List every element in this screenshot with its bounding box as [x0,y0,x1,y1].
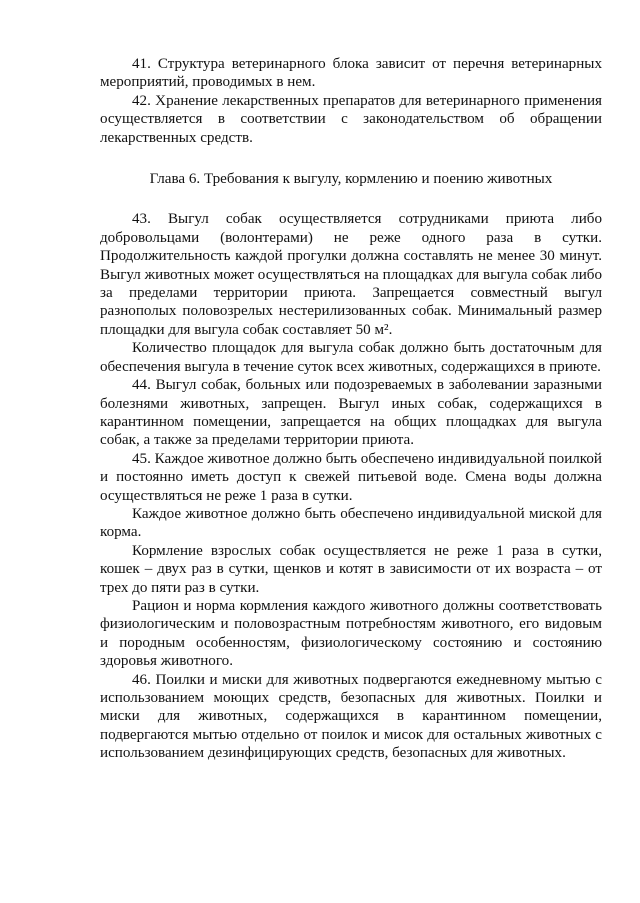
paragraph-42: 42. Хранение лекарственных препаратов для ветеринарного применения осуществляется в соответствии с законодательством об обращении лекарственных средств. [100,92,602,146]
paragraph-43-continued: Количество площадок для выгула собак должно быть достаточным для обеспечения выгула в течение суток всех животных, содержащихся в приюте. [100,340,602,375]
paragraph-41: 41. Структура ветеринарного блока зависит от перечня ветеринарных мероприятий, проводимых в нем. [100,56,602,91]
paragraph-46: 46. Поилки и миски для животных подвергаются ежедневному мытью с использованием моющих средств, безопасных для животных. Поилки и миски для животных, содержащихся в карантинном помещении, подвергаются мытью отдельно от поилок и мисок для остальных животных с использованием дезинфицирующих средств, безопасных для животных. [100,671,602,762]
document-page [100,55,602,763]
paragraph-45-bowl: Каждое животное должно быть обеспечено индивидуальной миской для корма. [100,505,602,541]
paragraph-45-diet: Рацион и норма кормления каждого животного должны соответствовать физиологическим и половозрастным потребностям животного, его видовым и породным особенностям, физиологическому состоянию и состоянию здоровья животного. [100,597,602,670]
chapter-heading: Глава 6. Требования к выгулу, кормлению и поению животных [149,171,553,188]
paragraph-45: 45. Каждое животное должно быть обеспечено индивидуальной поилкой и постоянно иметь доступ к свежей питьевой воде. Смена воды должна осуществляться не реже 1 раза в сутки. [100,450,602,504]
paragraph-43-end: . [388,321,393,338]
paragraph-44: 44. Выгул собак, больных или подозреваемых в заболевании заразными болезнями животных, запрещен. Выгул иных собак, содержащихся в карантинном помещении, запрещается на общих площадках для выгула собак, а также за пределами территории приюта. [100,377,602,449]
paragraph-45-feeding: Кормление взрослых собак осуществляется не реже 1 раза в сутки, кошек – двух раз в сутки, щенков и котят в зависимости от их возраста – от трех до пяти раз в сутки. [100,542,602,596]
paragraph-43 [100,210,602,339]
paragraph-43-text: 43. Выгул собак осуществляется сотрудниками приюта либо добровольцами (волонтерами) не реже одного раза в сутки. Продолжительность каждой прогулки должна составлять не менее 30 минут. Выгул животных может осуществляться на площадках для выгула собак либо за пределами территории приюта. Запрещается совместный выгул разнополых половозрелых нестерилизованных собак. Минимальный размер площадки для выгула собак составляет 50 м² [100,211,602,338]
